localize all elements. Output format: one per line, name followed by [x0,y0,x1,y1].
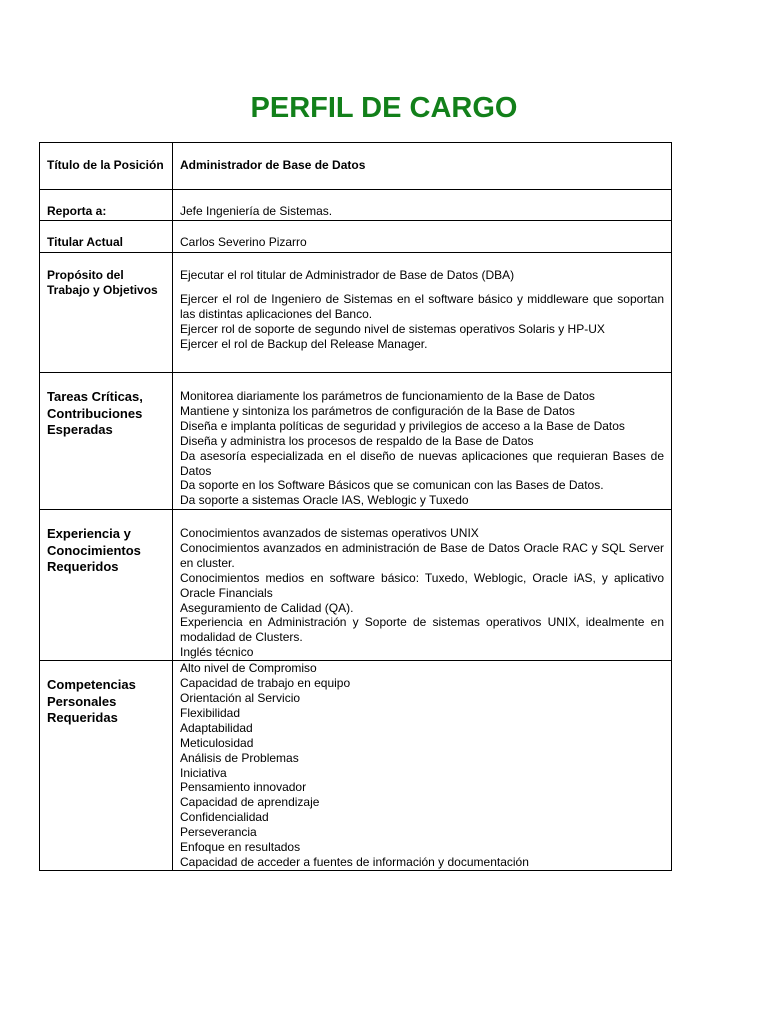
row-reports-to [40,190,672,221]
competency-item: Flexibilidad [180,705,241,720]
competency-item: Confidencialidad [180,810,269,825]
competency-item: Análisis de Problemas [180,750,299,765]
label-purpose: Propósito del Trabajo y Objetivos [40,253,173,373]
task-item: Diseña e implanta políticas de seguridad y privilegios de acceso a la Base de Datos [180,418,625,433]
label-current-holder: Titular Actual [40,221,173,253]
competency-item: Capacidad de trabajo en equipo [180,676,351,691]
row-competencies [40,661,672,871]
row-current-holder [40,221,672,253]
row-experience [40,510,672,661]
task-item: Mantiene y sintoniza los parámetros de configuración de la Base de Datos [180,403,575,418]
purpose-item: Ejercer rol de soporte de segundo nivel de sistemas operativos Solaris y HP-UX [180,321,605,336]
experience-item: Inglés técnico [180,645,254,660]
value-critical-tasks [173,373,672,510]
competency-item: Adaptabilidad [180,720,253,735]
experience-item: Aseguramiento de Calidad (QA). [180,600,354,615]
label-experience: Experiencia y Conocimientos Requeridos [40,510,173,661]
value-reports-to: Jefe Ingeniería de Sistemas. [173,190,672,221]
value-experience [173,510,672,661]
competency-item: Orientación al Servicio [180,690,301,705]
spacer [180,283,664,292]
label-competencies: Competencias Personales Requeridas [40,661,173,871]
experience-item: Conocimientos avanzados de sistemas operativos UNIX [180,526,479,540]
task-item: Da soporte en los Software Básicos que se comunican con las Bases de Datos. [180,478,604,493]
experience-item: Experiencia en Administración y Soporte de sistemas operativos UNIX, idealmente en modalidad de Clusters. [180,615,664,645]
competency-item: Pensamiento innovador [180,780,307,795]
value-competencies [173,661,672,871]
competency-item: Iniciativa [180,765,227,780]
competency-item: Capacidad de aprendizaje [180,795,320,810]
competency-item: Perseverancia [180,825,257,840]
value-current-holder: Carlos Severino Pizarro [173,221,672,253]
competency-item: Capacidad de acceder a fuentes de información y documentación [180,854,529,869]
competency-item: Enfoque en resultados [180,840,301,855]
competency-item: Meticulosidad [180,735,254,750]
profile-table [39,142,672,871]
purpose-item: Ejercer el rol de Ingeniero de Sistemas en el software básico y middleware que soportan las distintas aplicaciones del Banco. [180,291,664,321]
purpose-intro: Ejecutar el rol titular de Administrador de Base de Datos (DBA) [180,268,515,282]
task-item: Da soporte a sistemas Oracle IAS, Weblogic y Tuxedo [180,493,469,508]
purpose-item: Ejercer el rol de Backup del Release Manager. [180,336,428,351]
document-title: PERFIL DE CARGO [250,92,518,124]
competency-item: Alto nivel de Compromiso [180,661,317,676]
label-reports-to: Reporta a: [40,190,173,221]
value-purpose [173,253,672,373]
row-position-title [40,143,672,190]
experience-item: Conocimientos medios en software básico: Tuxedo, Weblogic, Oracle iAS, y aplicativo Oracle Financials [180,570,664,600]
experience-item: Conocimientos avanzados en administración de Base de Datos Oracle RAC y SQL Server en cluster. [180,540,664,570]
value-position-title: Administrador de Base de Datos [173,143,672,190]
task-item: Diseña y administra los procesos de respaldo de la Base de Datos [180,433,534,448]
task-item: Da asesoría especializada en el diseño de nuevas aplicaciones que requieran Bases de Datos [180,448,664,478]
task-item: Monitorea diariamente los parámetros de funcionamiento de la Base de Datos [180,389,595,403]
row-critical-tasks [40,373,672,510]
label-position-title: Título de la Posición [40,143,173,190]
row-purpose [40,253,672,373]
label-critical-tasks: Tareas Críticas, Contribuciones Esperadas [40,373,173,510]
